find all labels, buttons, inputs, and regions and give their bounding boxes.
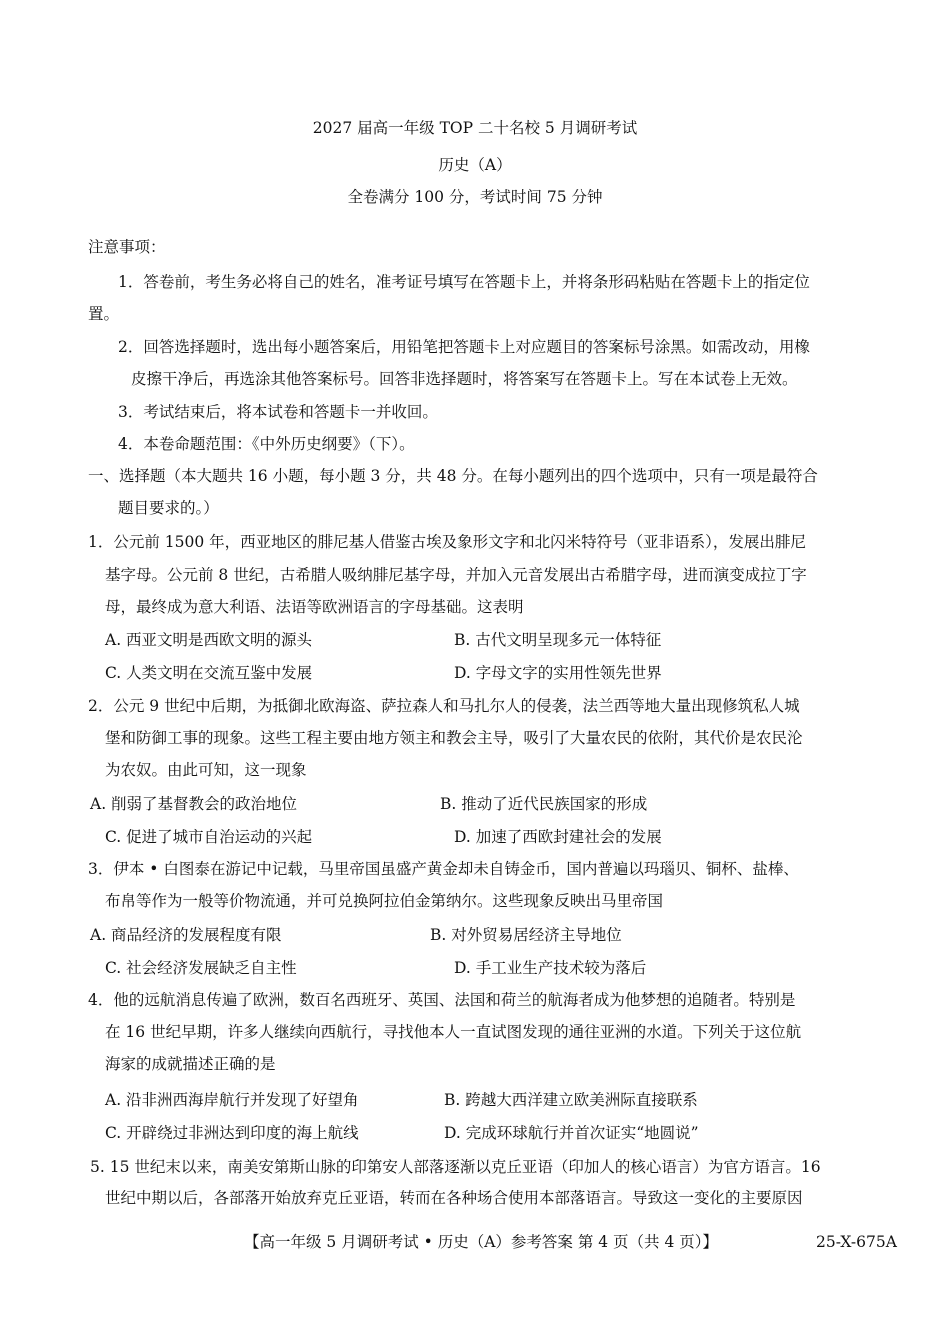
q3-stem-line-1: 3．伊本 • 白图泰在游记中记载，马里帝国虽盛产黄金却未自铸金币，国内普遍以玛瑙贝、铜杯、盐棒、 bbox=[88, 860, 799, 878]
section-1-line-2: 题目要求的。） bbox=[118, 499, 219, 517]
q2-option-c: C. 促进了城市自治运动的兴起 bbox=[105, 828, 313, 846]
q3-option-b: B. 对外贸易居经济主导地位 bbox=[430, 926, 622, 944]
q4-stem-line-3: 海家的成就描述正确的是 bbox=[105, 1055, 276, 1073]
section-1-line-1: 一、选择题（本大题共 16 小题，每小题 3 分，共 48 分。在每小题列出的四个选项中，只有一项是最符合 bbox=[88, 467, 818, 485]
q3-option-a: A. 商品经济的发展程度有限 bbox=[90, 926, 282, 944]
notes-heading: 注意事项： bbox=[88, 238, 166, 256]
exam-subject: 历史（A） bbox=[438, 156, 512, 174]
q3-option-d: D. 手工业生产技术较为落后 bbox=[454, 959, 647, 977]
q2-option-a: A. 削弱了基督教会的政治地位 bbox=[90, 795, 298, 813]
note-3: 3．考试结束后，将本试卷和答题卡一并收回。 bbox=[118, 403, 438, 421]
q5-stem-line-1: 5. 15 世纪末以来，南美安第斯山脉的印第安人部落逐渐以克丘亚语（印加人的核心语言）为官方语言。16 bbox=[90, 1158, 821, 1176]
q1-stem-line-2: 基字母。公元前 8 世纪，古希腊人吸纳腓尼基字母，并加入元音发展出古希腊字母，进而演变成拉丁字 bbox=[105, 566, 807, 584]
note-2-line-2: 皮擦干净后，再选涂其他答案标号。回答非选择题时，将答案写在答题卡上。写在本试卷上无效。 bbox=[131, 370, 798, 388]
document-code: 25-X-675A bbox=[816, 1233, 897, 1251]
q4-option-b: B. 跨越大西洋建立欧美洲际直接联系 bbox=[444, 1091, 698, 1109]
q1-stem-line-1: 1．公元前 1500 年，西亚地区的腓尼基人借鉴古埃及象形文字和北闪米特符号（亚非语系），发展出腓尼 bbox=[88, 533, 806, 551]
q1-option-b: B. 古代文明呈现多元一体特征 bbox=[454, 631, 662, 649]
q4-option-c: C. 开辟绕过非洲达到印度的海上航线 bbox=[105, 1124, 359, 1142]
exam-title: 2027 届高一年级 TOP 二十名校 5 月调研考试 bbox=[312, 119, 638, 137]
q4-stem-line-2: 在 16 世纪早期，许多人继续向西航行，寻找他本人一直试图发现的通往亚洲的水道。下列关于这位航 bbox=[105, 1023, 802, 1041]
q2-stem-line-3: 为农奴。由此可知，这一现象 bbox=[105, 761, 307, 779]
q1-option-c: C. 人类文明在交流互鉴中发展 bbox=[105, 664, 313, 682]
page-footer: 【高一年级 5 月调研考试 • 历史（A）参考答案 第 4 页（共 4 页）】 bbox=[244, 1233, 719, 1251]
q1-option-a: A. 西亚文明是西欧文明的源头 bbox=[105, 631, 313, 649]
q3-stem-line-2: 布帛等作为一般等价物流通，并可兑换阿拉伯金第纳尔。这些现象反映出马里帝国 bbox=[105, 892, 664, 910]
q3-option-c: C. 社会经济发展缺乏自主性 bbox=[105, 959, 297, 977]
q1-option-d: D. 字母文字的实用性领先世界 bbox=[454, 664, 662, 682]
q2-stem-line-2: 堡和防御工事的现象。这些工程主要由地方领主和教会主导，吸引了大量农民的依附，其代价是农民沦 bbox=[105, 729, 803, 747]
q4-stem-line-1: 4．他的远航消息传遍了欧洲，数百名西班牙、英国、法国和荷兰的航海者成为他梦想的追随者。特别是 bbox=[88, 991, 796, 1009]
note-4: 4．本卷命题范围：《中外历史纲要》（下）。 bbox=[118, 435, 415, 453]
exam-info: 全卷满分 100 分，考试时间 75 分钟 bbox=[347, 188, 603, 206]
note-1-line-2: 置。 bbox=[88, 305, 120, 323]
q1-stem-line-3: 母，最终成为意大利语、法语等欧洲语言的字母基础。这表明 bbox=[105, 598, 524, 616]
q2-option-d: D. 加速了西欧封建社会的发展 bbox=[454, 828, 662, 846]
q4-option-d: D. 完成环球航行并首次证实“地圆说” bbox=[444, 1124, 699, 1142]
note-1-line-1: 1．答卷前，考生务必将自己的姓名，准考证号填写在答题卡上，并将条形码粘贴在答题卡上的指定位 bbox=[118, 273, 810, 291]
q2-option-b: B. 推动了近代民族国家的形成 bbox=[440, 795, 648, 813]
note-2-line-1: 2．回答选择题时，选出每小题答案后，用铅笔把答题卡上对应题目的答案标号涂黑。如需改动，用橡 bbox=[118, 338, 810, 356]
q2-stem-line-1: 2．公元 9 世纪中后期，为抵御北欧海盗、萨拉森人和马扎尔人的侵袭，法兰西等地大量出现修筑私人城 bbox=[88, 697, 800, 715]
q4-option-a: A. 沿非洲西海岸航行并发现了好望角 bbox=[105, 1091, 359, 1109]
q5-stem-line-2: 世纪中期以后，各部落开始放弃克丘亚语，转而在各种场合使用本部落语言。导致这一变化的主要原因 bbox=[105, 1189, 803, 1207]
